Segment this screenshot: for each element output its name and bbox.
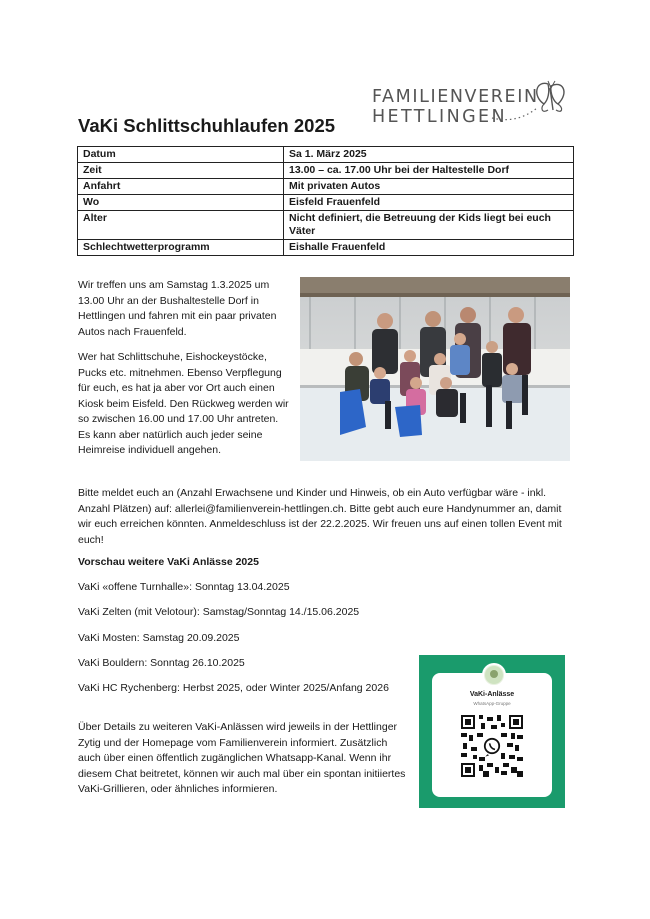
table-value: 13.00 – ca. 17.00 Uhr bei der Haltestelle Dorf xyxy=(284,163,574,179)
table-key: Alter xyxy=(78,211,284,240)
page-title: VaKi Schlittschuhlaufen 2025 xyxy=(78,115,336,136)
whatsapp-qr-card[interactable] xyxy=(419,655,565,808)
list-item: VaKi Bouldern: Sonntag 26.10.2025 xyxy=(78,657,245,669)
preview-heading: Vorschau weitere VaKi Anlässe 2025 xyxy=(78,556,259,568)
table-key: Wo xyxy=(78,195,284,211)
table-row xyxy=(78,147,574,163)
table-key: Anfahrt xyxy=(78,179,284,195)
info-table xyxy=(77,146,574,256)
list-item: VaKi «offene Turnhalle»: Sonntag 13.04.2025 xyxy=(78,581,290,593)
list-item: VaKi Zelten (mit Velotour): Samstag/Sonntag 14./15.06.2025 xyxy=(78,606,360,618)
signup-paragraph: Bitte meldet euch an (Anzahl Erwachsene und Kinder und Hinweis, ob ein Auto verfügbar wäre - inkl. Anzahl Plätzen) auf: allerlei@familienverein-hettlingen.ch. Bitte gebt auch eure Handynummer an, damit wir euch erreichen könnten. Anmeldeschluss ist der 22.2.2025. Wir freuen uns auf einen tollen Event mit euch! xyxy=(78,487,562,546)
logo-line1: FAMILIENVEREIN xyxy=(372,87,539,107)
intro-paragraph: Wir treffen uns am Samstag 1.3.2025 um 13.00 Uhr an der Bushaltestelle Dorf in Hettlingen und fahren mit ein paar privaten Autos nach Frauenfeld. xyxy=(78,279,277,338)
table-row xyxy=(78,195,574,211)
list-item: VaKi HC Rychenberg: Herbst 2025, oder Winter 2025/Anfang 2026 xyxy=(78,682,389,694)
qr-code-icon[interactable] xyxy=(461,715,523,777)
qr-subtitle: WhatsApp-Gruppe xyxy=(473,701,511,706)
table-key: Zeit xyxy=(78,163,284,179)
logo xyxy=(372,78,582,130)
table-row xyxy=(78,179,574,195)
logo-line2: HETTLINGEN xyxy=(372,107,507,127)
table-key: Datum xyxy=(78,147,284,163)
table-row xyxy=(78,163,574,179)
table-key: Schlechtwetterprogramm xyxy=(78,240,284,256)
table-value: Nicht definiert, die Betreuung der Kids liegt bei euch Väter xyxy=(284,211,574,240)
table-row xyxy=(78,240,574,256)
group-avatar-icon xyxy=(482,663,506,687)
list-item: VaKi Mosten: Samstag 20.09.2025 xyxy=(78,632,240,644)
details-paragraph: Über Details zu weiteren VaKi-Anlässen wird jeweils in der Hettlinger Zytig und der Homepage vom Familienverein informiert. Zusätzlich auch über einen öffentlich zugänglichen Whatsapp-Kanal. Wenn ihr diesem Chat beitretet, können wir auch mal über ein spontan initiiertes VaKi-Grillieren, oder ähnliches informieren. xyxy=(78,721,406,795)
butterfly-icon xyxy=(372,78,582,130)
equipment-paragraph: Wer hat Schlittschuhe, Eishockeystöcke, Pucks etc. mitnehmen. Ebenso Verpflegung für euch, es hat ja aber vor Ort auch einen Kiosk beim Eisfeld. Den Rückweg werden wir so zwischen 16.00 und 17.00 Uhr antreten. Es kann aber natürlich auch jeder seine Heimreise individuell angehen. xyxy=(78,351,289,456)
table-value: Eisfeld Frauenfeld xyxy=(284,195,574,211)
table-value: Mit privaten Autos xyxy=(284,179,574,195)
group-photo xyxy=(300,277,570,461)
table-value: Sa 1. März 2025 xyxy=(284,147,574,163)
table-value: Eishalle Frauenfeld xyxy=(284,240,574,256)
qr-title: VaKi-Anlässe xyxy=(469,691,515,698)
qr-inner-card xyxy=(432,673,552,797)
table-row xyxy=(78,211,574,240)
